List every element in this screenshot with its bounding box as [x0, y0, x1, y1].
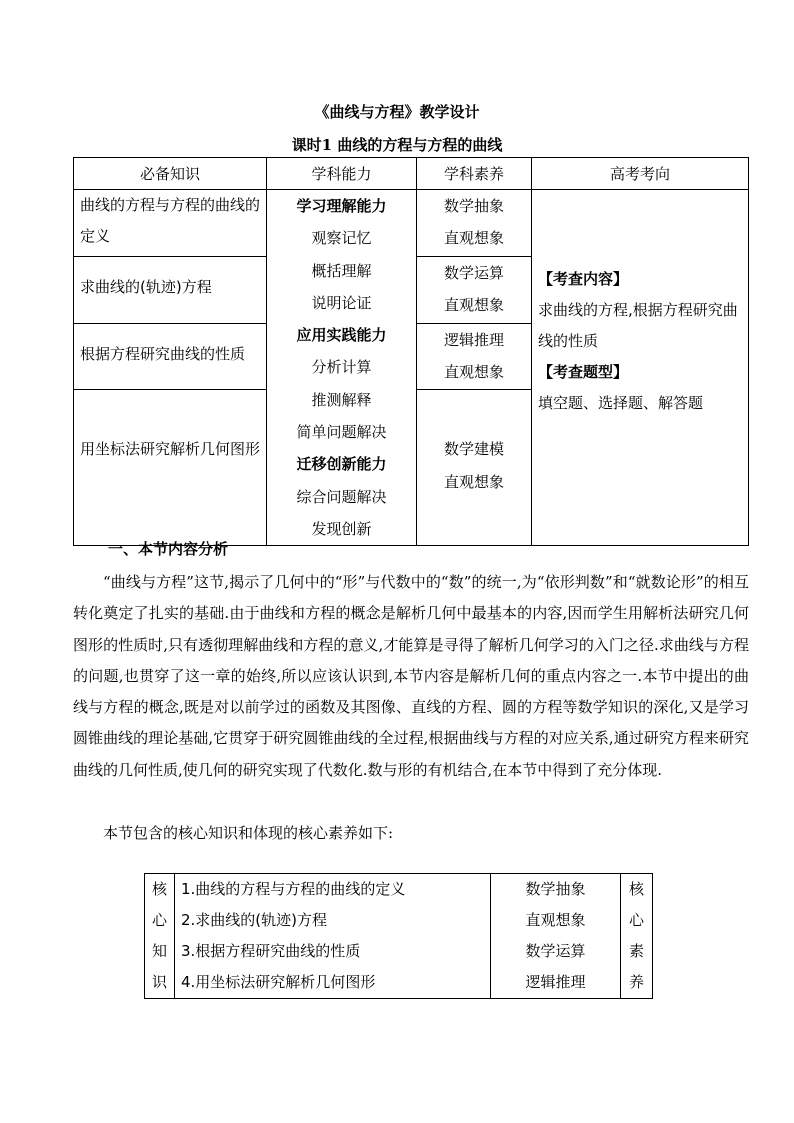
list-item: 数学抽象: [525, 880, 586, 898]
literacy-cell: 数学运算 直观想象: [417, 256, 532, 323]
lesson-title: 课时1 曲线的方程与方程的曲线: [291, 136, 503, 154]
header-literacy: 学科素养: [417, 158, 532, 190]
core-literacy-label: 核 心 素 养: [621, 874, 653, 999]
core-literacy-list: [491, 874, 621, 999]
header-knowledge: 必备知识: [74, 158, 267, 190]
section-heading: 一、本节内容分析: [108, 540, 229, 558]
list-item: 2.求曲线的(轨迹)方程: [181, 911, 328, 929]
header-exam: 高考考向: [532, 158, 749, 190]
core-knowledge-list: [175, 874, 491, 999]
list-item: 直观想象: [525, 911, 586, 929]
knowledge-cell: 根据方程研究曲线的性质: [74, 323, 267, 390]
knowledge-cell: 求曲线的(轨迹)方程: [74, 256, 267, 323]
core-knowledge-label: 核 心 知 识: [145, 874, 175, 999]
document-title: 《曲线与方程》教学设计: [314, 103, 480, 121]
literacy-cell: 逻辑推理 直观想象: [417, 323, 532, 390]
list-item: 1.曲线的方程与方程的曲线的定义: [181, 880, 406, 898]
list-item: 逻辑推理: [525, 973, 586, 991]
knowledge-cell: 曲线的方程与方程的曲线的定义: [74, 190, 267, 257]
table-header-row: [74, 158, 749, 190]
analysis-paragraph: “曲线与方程”这节,揭示了几何中的“形”与代数中的“数”的统一,为“依形判数”和“就数论形”的相互转化奠定了扎实的基础.由于曲线和方程的概念是解析几何中最基本的内容,因而学生用解析法研究几何图形的性质时,只有透彻理解曲线和方程的意义,才能算是寻得了解析几何学习的入门之径.求曲线与方程的问题,也贯穿了这一章的始终,所以应该认识到,本节内容是解析几何的重点内容之一.本节中提出的曲线与方程的概念,既是对以前学过的函数及其图像、直线的方程、圆的方程等数学知识的深化,又是学习圆锥曲线的理论基础,它贯穿于研究圆锥曲线的全过程,根据曲线与方程的对应关系,通过研究方程来研究曲线的几何性质,使几何的研究实现了代数化.数与形的有机结合,在本节中得到了充分体现.: [73, 573, 749, 779]
knowledge-cell: 用坐标法研究解析几何图形: [74, 390, 267, 546]
literacy-cell: 数学建模 直观想象: [417, 390, 532, 546]
list-item: 4.用坐标法研究解析几何图形: [181, 973, 376, 991]
knowledge-ability-table: [73, 157, 749, 546]
core-knowledge-table: [144, 873, 653, 999]
literacy-cell: 数学抽象 直观想象: [417, 190, 532, 257]
list-item: 3.根据方程研究曲线的性质: [181, 942, 361, 960]
list-item: 数学运算: [525, 942, 586, 960]
exam-cell: 【考查内容】 求曲线的方程,根据方程研究曲线的性质 【考查题型】 填空题、选择题、解答题: [532, 190, 749, 546]
intro-paragraph: 本节包含的核心知识和体现的核心素养如下:: [103, 824, 394, 842]
ability-cell: 学习理解能力 观察记忆 概括理解 说明论证 应用实践能力 分析计算 推测解释 简单问题解决 迁移创新能力 综合问题解决 发现创新: [267, 190, 417, 546]
header-ability: 学科能力: [267, 158, 417, 190]
